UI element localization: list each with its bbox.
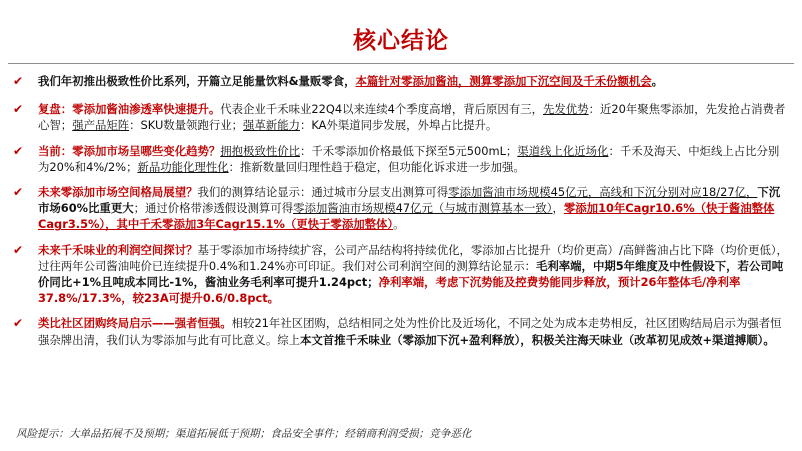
bullet-text	[38, 74, 663, 88]
bullet-text	[38, 144, 779, 174]
conclusion-list	[12, 73, 790, 357]
text-segment: 基于零添加市场持续扩容，公司产品结构将持续优化，零添加占比提升（均价更高）/高鲜酱油占比下降（均价更低），过往两年公司酱油吨价已连续提升0.4%和1.24%亦可印证。我们对公司利润空间的测算结论显示：	[38, 242, 788, 273]
text-segment: 。	[393, 217, 405, 232]
bullet-4	[12, 242, 790, 307]
text-segment: 本文首推千禾味业（零添加下沉+盈利释放），积极关注海天味业（改革初见成效+渠道搏顺）。	[300, 332, 775, 347]
text-segment: 本篇针对零添加酱油，测算零添加下沉空间及千禾份额机会	[355, 74, 652, 88]
bullet-text	[38, 185, 780, 231]
check-icon: ✔	[13, 102, 24, 117]
text-segment: 零添加酱油市场规模47亿元（与城市测算基本一致）	[293, 201, 553, 216]
text-segment: ；通过价格带渗透假设测算可得	[133, 201, 294, 216]
text-segment: 当前：零添加市场呈哪些变化趋势？	[38, 143, 221, 158]
text-segment: ：KA外渠道同步发展，外埠占比提升。	[299, 118, 498, 133]
risk-warning: 风险提示：大单品拓展不及预期；渠道拓展低于预期；食品安全事件；经销商利润受损；竞争恶化	[16, 428, 472, 440]
text-segment: ：千禾及海天、中炬线上占比分别为20%和4%/2%；	[38, 143, 780, 174]
text-segment: ：SKU数量领跑行业；	[129, 118, 244, 133]
text-segment: 强革新能力	[243, 118, 300, 133]
text-segment: 我们的测算结论显示：通过城市分层支出测算可得	[197, 185, 449, 200]
text-segment: ：推新数量回归理性趋于稳定，但功能化诉求进一步加强。	[228, 159, 525, 174]
text-segment: 先发优势	[543, 102, 589, 117]
text-segment: 未来零添加市场空间格局展望？	[38, 185, 198, 200]
check-icon: ✔	[13, 74, 24, 88]
bullet-2	[12, 143, 790, 175]
text-segment: 渠道线上化近场化	[517, 143, 609, 158]
bullet-5	[12, 315, 790, 347]
text-segment: 零添加10年Cagr10.6%（快于酱油整体Cagr3.5%），其中千禾零添加3年Cagr15.1%（更快于零添加整体）	[38, 201, 775, 232]
bullet-3	[12, 184, 790, 233]
check-icon: ✔	[13, 316, 24, 331]
text-segment: 复盘：零添加酱油渗透率快速提升。	[38, 102, 221, 117]
text-segment: 下沉市场60%比重更大	[38, 185, 781, 216]
text-segment: 相较21年社区团购，总结相同之处为性价比及近场化，不同之处为成本走势相反，社区团购结局启示为强者恒强杂牌出清，我们认为零添加与此有可比意义。综上	[38, 316, 782, 347]
text-segment: 类比社区团购终局启示——强者恒强。	[38, 316, 232, 331]
check-icon: ✔	[13, 185, 24, 200]
text-segment: 净利率端，考虑下沉势能及控费势能同步释放，预计26年整体毛/净利率37.8%/17.3%，较23A可提升0.6/0.8pct。	[38, 275, 741, 306]
check-icon: ✔	[13, 242, 24, 257]
text-segment: ：千禾零添加价格最低下探至5元500mL；	[300, 143, 518, 158]
text-segment: 零添加酱油市场规模45亿元，高线和下沉分别对应18/27亿，	[448, 185, 758, 200]
bullet-text	[38, 102, 785, 132]
text-segment: ，	[552, 201, 564, 216]
text-segment: 强产品矩阵	[72, 118, 130, 133]
text-segment: 我们年初推出极致性价比系列，开篇立足能量饮料&量贩零食，	[38, 74, 356, 88]
text-segment: ：近20年聚焦零添加，先发抢占消费者心智；	[38, 102, 786, 133]
text-segment: 毛利率端，中期5年维度及中性假设下，若公司吨价同比+1%且吨成本同比-1%，酱油业务毛利率可提升1.24pct；	[38, 258, 784, 290]
check-icon: ✔	[13, 143, 24, 158]
bullet-1	[12, 101, 790, 133]
bullet-text	[38, 316, 782, 346]
text-segment: 。	[651, 74, 664, 88]
bullet-0	[12, 73, 790, 89]
bullet-text	[38, 243, 788, 306]
text-segment: 拥抱极致性价比	[220, 143, 301, 158]
title-divider	[8, 63, 794, 64]
text-segment: 新品功能化理性化	[137, 159, 229, 174]
page-title: 核心结论	[353, 28, 449, 54]
text-segment: 代表企业千禾味业22Q4以来连续4个季度高增，背后原因有三，	[220, 102, 543, 117]
text-segment: 未来千禾味业的利润空间探讨？	[38, 242, 198, 257]
